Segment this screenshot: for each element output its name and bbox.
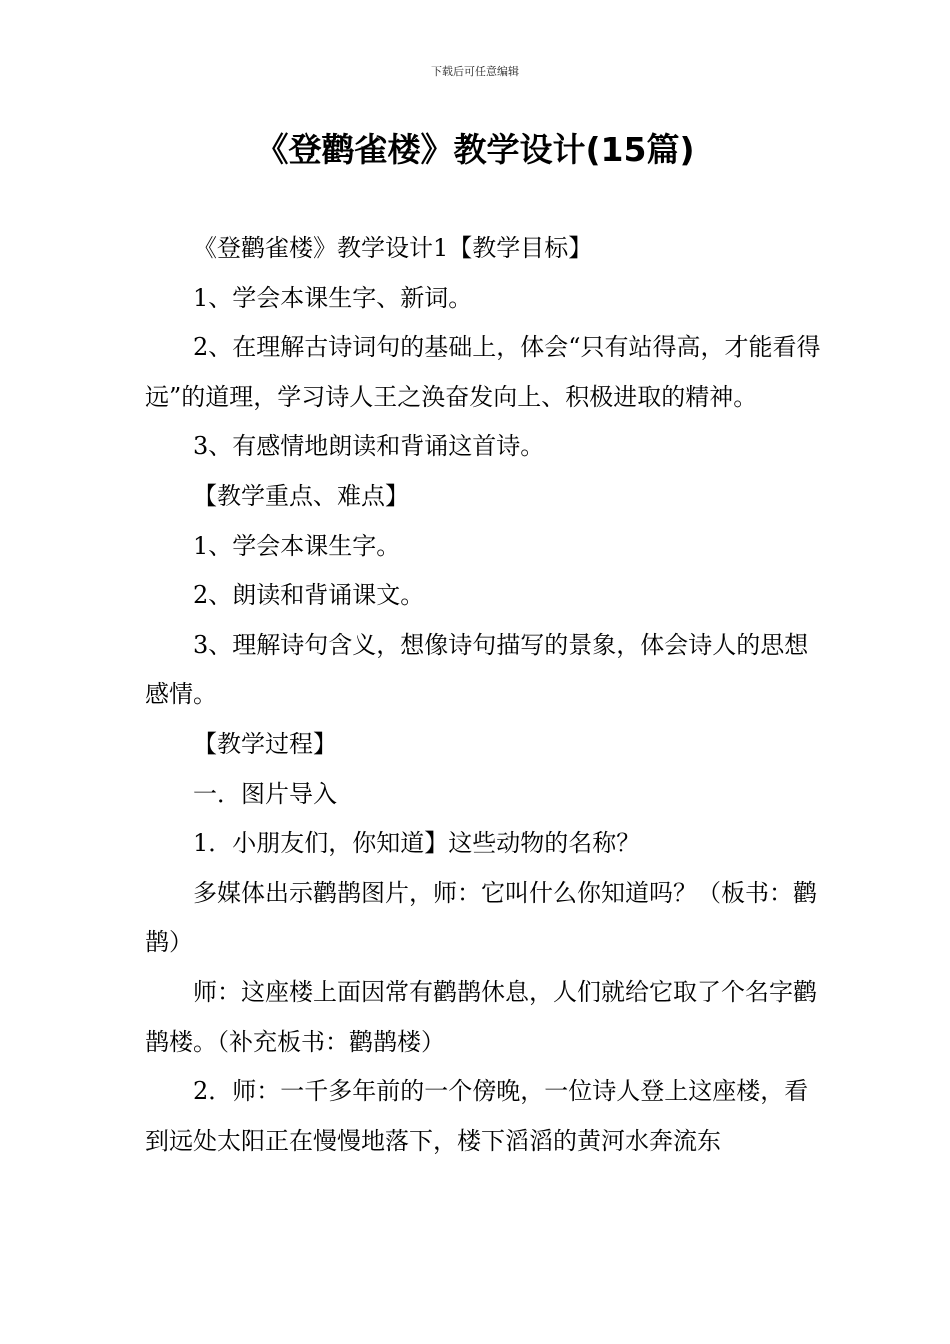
paragraph-media: 多媒体出示鹳鹊图片，师：它叫什么你知道吗？（板书：鹳鹊） xyxy=(145,878,817,957)
document-body xyxy=(145,224,823,1166)
paragraph-objective-3: 3、有感情地朗读和背诵这首诗。 xyxy=(193,432,545,461)
paragraph-objective-2: 2、在理解古诗词句的基础上，体会“只有站得高，才能看得远”的道理，学习诗人王之涣奋发向上、积极进取的精神。 xyxy=(145,333,821,411)
paragraph-step-1: 1．小朋友们，你知道】这些动物的名称？ xyxy=(193,829,641,858)
document-title: 《登鹳雀楼》教学设计(15篇) xyxy=(255,130,695,169)
paragraph-step-2: 2．师：一千多年前的一个傍晚，一位诗人登上这座楼，看到远处太阳正在慢慢地落下，楼下滔滔的黄河水奔流东 xyxy=(145,1077,809,1155)
paragraph-key-point-1: 1、学会本课生字。 xyxy=(193,531,401,560)
paragraph-objective-1: 1、学会本课生字、新词。 xyxy=(193,283,473,312)
header-note: 下载后可任意编辑 xyxy=(431,65,519,78)
paragraph-key-point-3: 3、理解诗句含义，想像诗句描写的景象，体会诗人的思想感情。 xyxy=(145,630,809,709)
paragraph-section-1: 一．图片导入 xyxy=(193,779,337,808)
heading-key-points: 【教学重点、难点】 xyxy=(193,481,409,510)
paragraph-key-point-2: 2、朗读和背诵课文。 xyxy=(193,581,425,610)
heading-teaching-process: 【教学过程】 xyxy=(193,729,337,758)
paragraph-teacher-1: 师：这座楼上面因常有鹳鹊休息，人们就给它取了个名字鹳鹊楼。（补充板书：鹳鹊楼） xyxy=(145,977,817,1056)
paragraph-intro-objectives: 《登鹳雀楼》教学设计1【教学目标】 xyxy=(193,234,593,262)
